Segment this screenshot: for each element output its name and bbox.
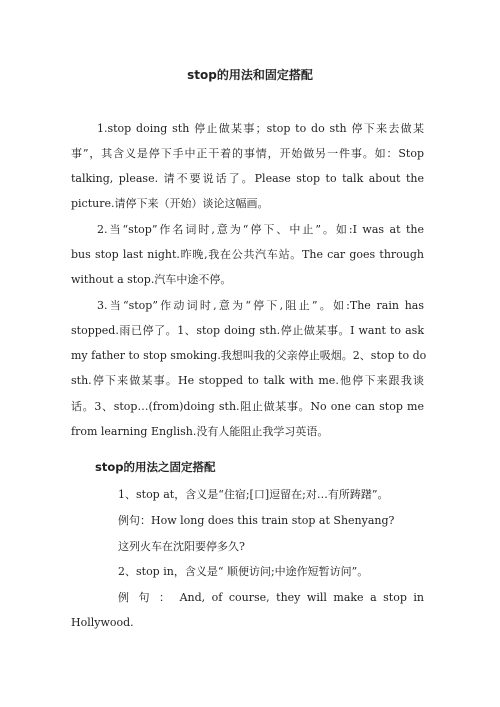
paragraph-1-line-3: talking, please. 请不要说话了。Please stop to talk about the: [71, 172, 424, 185]
paragraph-3-line-1: 3.当“stop”作动词时,意为“停下,阻止”。如:The rain has: [97, 299, 424, 312]
paragraph-3-line-5: 话。3、stop…(from)doing sth.阻止做某事。No one can stop me: [71, 400, 424, 413]
collocation-example-1-en: 例句：How long does this train stop at Shenyang?: [118, 514, 395, 527]
collocation-example-1-zh: 这列火车在沈阳要停多久?: [118, 540, 245, 553]
paragraph-2-line-1: 2.当“stop”作名词时,意为“停下、中止”。如:I was at the: [97, 223, 424, 236]
paragraph-3-line-6: from learning English.没有人能阻止我学习英语。: [71, 425, 329, 438]
paragraph-3-line-4: sth.停下来做某事。He stopped to talk with me.他停下来跟我谈: [71, 374, 424, 387]
collocation-item-2: 2、stop in，含义是“ 顺便访问;中途作短暂访问”。: [118, 565, 369, 578]
collocation-example-2-line-1: 例 句 ： And, of course, they will make a stop in: [118, 591, 424, 604]
collocation-example-2-line-2: Hollywood.: [71, 616, 134, 629]
paragraph-3-line-2: stopped.雨已停了。1、stop doing sth.停止做某事。I want to ask: [71, 324, 424, 337]
paragraph-3-line-3: my father to stop smoking.我想叫我的父亲停止吸烟。2、stop to do: [71, 349, 427, 362]
paragraph-1-line-4: picture.请停下来（开始）谈论这幅画。: [71, 197, 269, 210]
paragraph-1-line-2: 事”，其含义是停下手中正干着的事情，开始做另一件事。如：Stop: [71, 147, 424, 160]
paragraph-2-line-2: bus stop last night.昨晚,我在公共汽车站。The car goes through: [71, 248, 424, 261]
paragraph-2-line-3: without a stop.汽车中途不停。: [71, 273, 232, 286]
section-subheading: stop的用法之固定搭配: [95, 460, 216, 474]
paragraph-1-line-1: 1.stop doing sth 停止做某事；stop to do sth 停下来去做某: [97, 122, 424, 135]
collocation-item-1: 1、stop at，含义是“住宿;[口]逗留在;对…有所踌躇”。: [118, 488, 389, 501]
page-title: stop的用法和固定搭配: [187, 68, 313, 82]
